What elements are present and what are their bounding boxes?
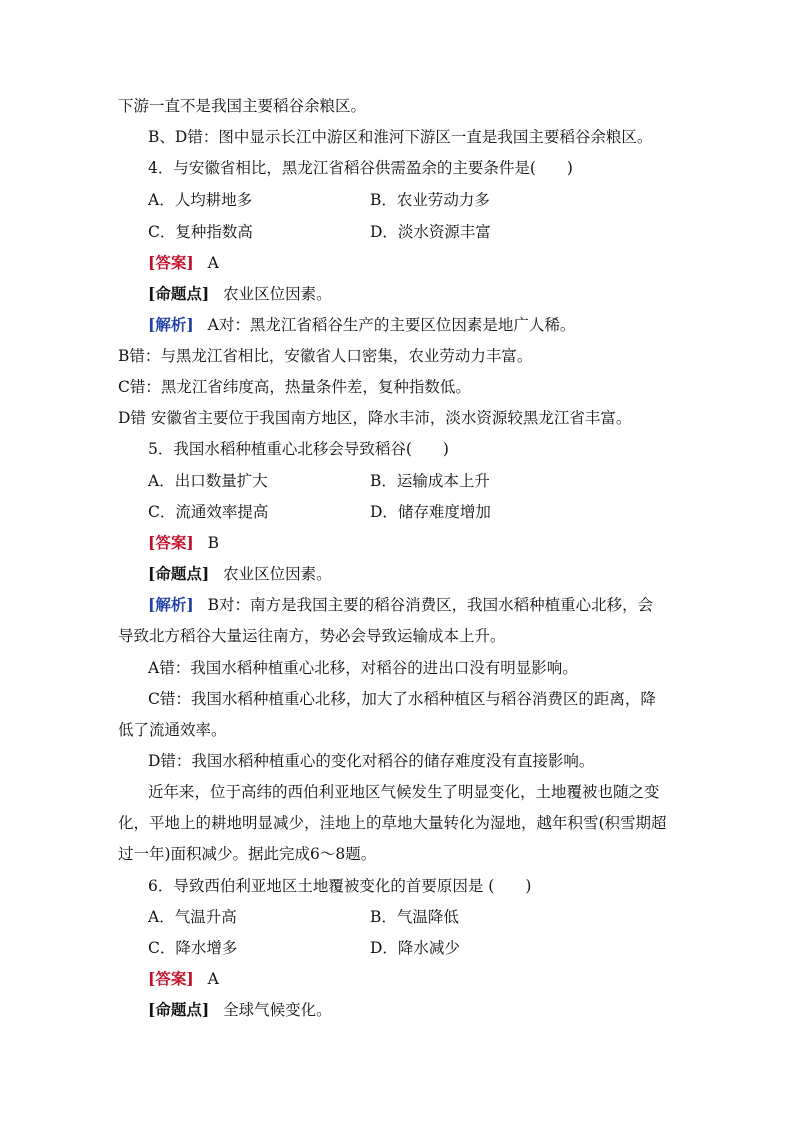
analysis-tag: [解析] [148, 315, 194, 334]
passage-line: 化，平地上的耕地明显减少，洼地上的草地大量转化为湿地，越年积雪(积雪期超 [118, 814, 667, 832]
question-6-option-d: D．降水减少 [370, 939, 460, 957]
passage-line: 近年来，位于高纬的西伯利亚地区气候发生了明显变化，土地覆被也随之变 [148, 783, 660, 801]
question-4-analysis [148, 314, 575, 336]
text-line: 下游一直不是我国主要稻谷余粮区。 [118, 97, 367, 115]
text-line: D错 安徽省主要位于我国南方地区，降水丰沛，淡水资源较黑龙江省丰富。 [118, 409, 632, 427]
question-5-option-d: D．储存难度增加 [370, 503, 491, 521]
question-4-stem: 4．与安徽省相比，黑龙江省稻谷供需盈余的主要条件是( ) [148, 159, 573, 177]
question-5-option-c: C．流通效率提高 [148, 503, 269, 521]
point-value: 农业区位因素。 [223, 565, 332, 583]
text-line: A错：我国水稻种植重心北移，对稻谷的进出口没有明显影响。 [148, 659, 578, 677]
answer-tag: [答案] [148, 969, 194, 988]
answer-value: A [207, 254, 219, 272]
analysis-text: A对：黑龙江省稻谷生产的主要区位因素是地广人稀。 [207, 316, 576, 334]
question-4-option-b: B．农业劳动力多 [370, 191, 490, 209]
analysis-text: B对：南方是我国主要的稻谷消费区，我国水稻种植重心北移，会 [207, 596, 654, 614]
text-line: C错：我国水稻种植重心北移，加大了水稻种植区与稻谷消费区的距离，降 [148, 690, 656, 708]
question-5-option-b: B．运输成本上升 [370, 472, 490, 490]
question-6-option-a: A．气温升高 [148, 908, 237, 926]
question-5-answer [148, 532, 219, 554]
answer-tag: [答案] [148, 253, 194, 272]
passage-line: 过一年)面积减少。据此完成6～8题。 [118, 845, 377, 863]
question-6-answer [148, 968, 219, 990]
question-4-answer [148, 252, 219, 274]
question-6-stem: 6．导致西伯利亚地区土地覆被变化的首要原因是 ( ) [148, 877, 532, 895]
answer-tag: [答案] [148, 533, 194, 552]
question-5-analysis [148, 594, 653, 616]
question-4-option-c: C．复种指数高 [148, 223, 253, 241]
question-6-point [148, 999, 332, 1021]
point-tag: [命题点] [148, 564, 210, 583]
answer-value: B [207, 534, 220, 552]
question-5-point [148, 563, 332, 585]
question-6-option-c: C．降水增多 [148, 939, 238, 957]
question-4-point [148, 283, 332, 305]
text-line: B、D错：图中显示长江中游区和淮河下游区一直是我国主要稻谷余粮区。 [148, 128, 653, 146]
answer-value: A [207, 970, 219, 988]
point-value: 全球气候变化。 [223, 1001, 332, 1019]
text-line: 导致北方稻谷大量运往南方，势必会导致运输成本上升。 [118, 627, 506, 645]
question-5-stem: 5．我国水稻种植重心北移会导致稻谷( ) [148, 440, 449, 458]
text-line: C错：黑龙江省纬度高，热量条件差，复种指数低。 [118, 378, 471, 396]
point-tag: [命题点] [148, 284, 210, 303]
text-line: D错：我国水稻种植重心的变化对稻谷的储存难度没有直接影响。 [148, 752, 595, 770]
point-tag: [命题点] [148, 1000, 210, 1019]
question-6-option-b: B．气温降低 [370, 908, 459, 926]
analysis-tag: [解析] [148, 595, 194, 614]
question-4-option-a: A．人均耕地多 [148, 191, 253, 209]
point-value: 农业区位因素。 [223, 285, 332, 303]
text-line: 低了流通效率。 [118, 721, 227, 739]
text-line: B错：与黑龙江省相比，安徽省人口密集，农业劳动力丰富。 [118, 347, 533, 365]
question-5-option-a: A．出口数量扩大 [148, 472, 268, 490]
question-4-option-d: D．淡水资源丰富 [370, 223, 491, 241]
